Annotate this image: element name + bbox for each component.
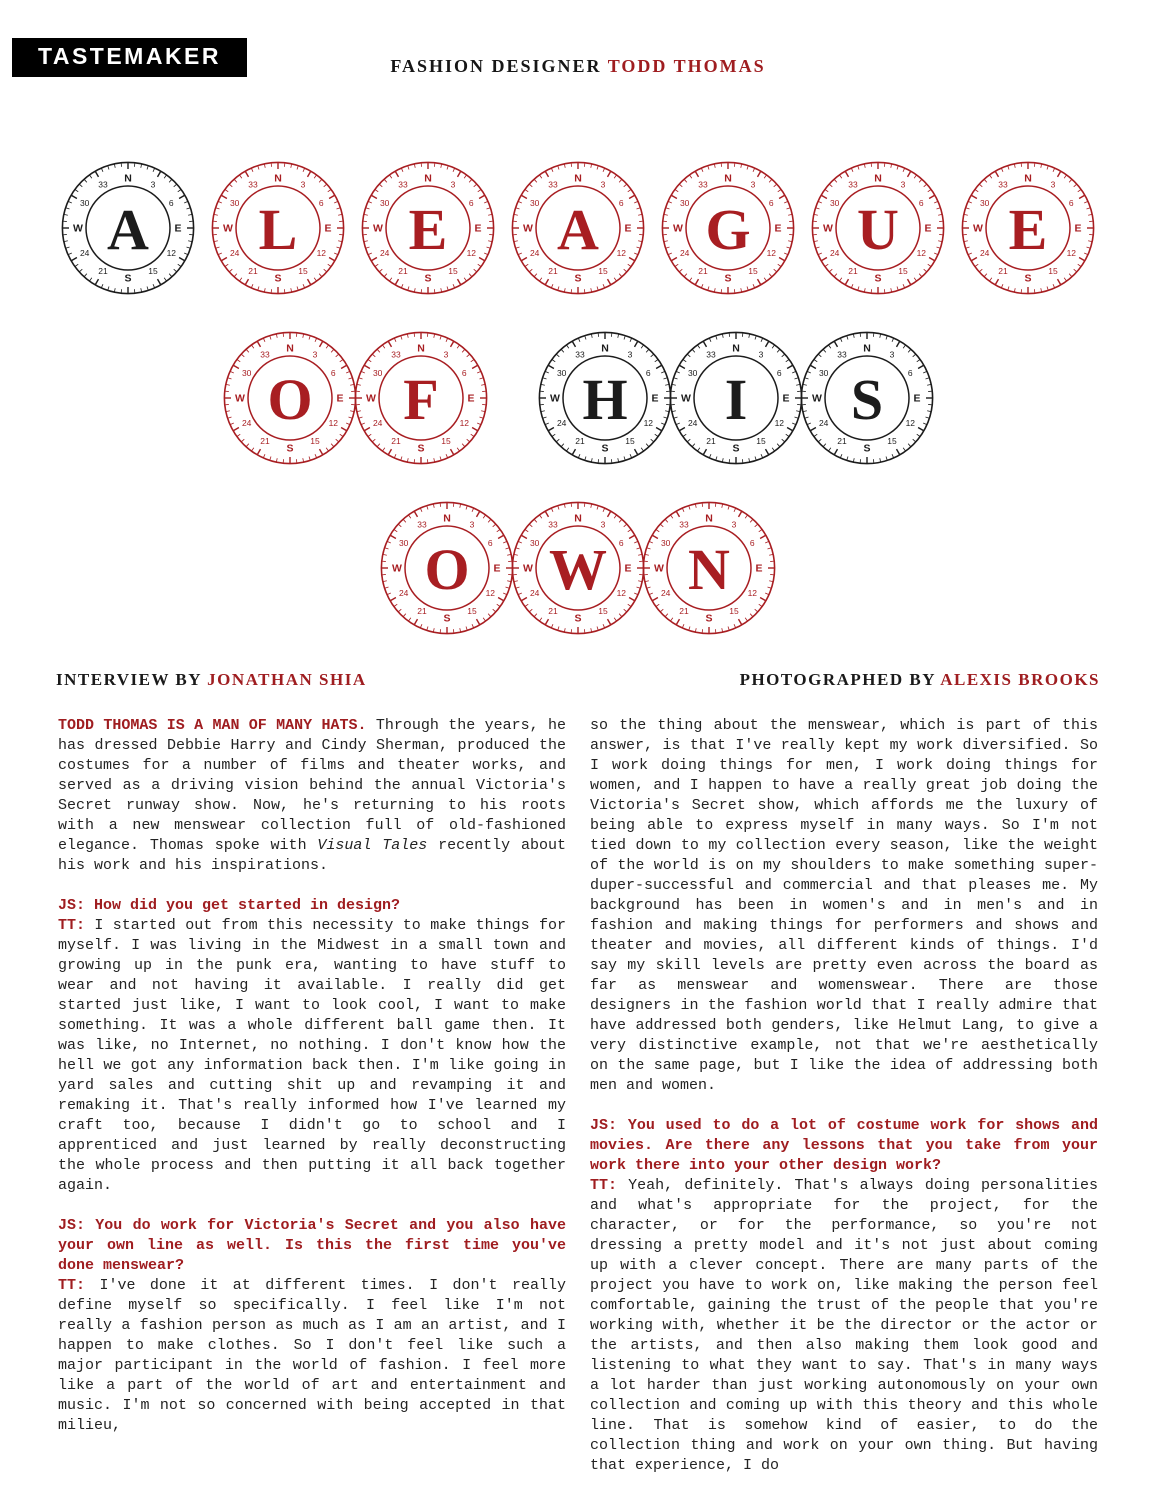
svg-text:24: 24 xyxy=(398,587,409,598)
svg-text:3: 3 xyxy=(469,519,475,530)
svg-text:3: 3 xyxy=(450,179,456,190)
svg-text:33: 33 xyxy=(998,179,1008,190)
svg-text:24: 24 xyxy=(556,417,566,428)
svg-text:15: 15 xyxy=(886,436,897,447)
svg-text:15: 15 xyxy=(755,436,766,447)
tastemaker-tag: TASTEMAKER xyxy=(12,38,247,77)
svg-text:E: E xyxy=(335,392,344,405)
svg-text:6: 6 xyxy=(918,197,924,208)
continuation-paragraph: so the thing about the menswear, which is part of this answer, is that I've really kept my work diversified. So I work doing things for men, I work doing things for women, and I happen to have a really great job doing the Victoria's Secret show, which affords me the luxury of being able to express myself in many ways. So I'm not tied down to my collection every season, like the weight of the world is on my shoulders to make something super-duper-successful and commercial and that pleases me. My background has been in women's and in men's and in fashion and making things for performers and shows and theater and movies, all different kinds of things. I'd say my skill levels are pretty even across the board as far as menswear and womenswear. There are those designers in the fashion world that I really admire that have addressed both genders, like Helmut Lang, to give a very distinctive example, not that we're aesthetically on the same page, but I like the idea of addressing both men and women. xyxy=(590,717,1098,1094)
svg-text:E: E xyxy=(774,222,782,235)
clock-row xyxy=(60,160,1096,296)
svg-text:W: W xyxy=(549,392,560,405)
svg-text:30: 30 xyxy=(979,197,990,208)
svg-text:12: 12 xyxy=(466,247,477,258)
svg-text:N: N xyxy=(705,512,713,525)
svg-text:21: 21 xyxy=(248,266,258,277)
clock-letter-a xyxy=(510,160,646,296)
photographer-name: ALEXIS BROOKS xyxy=(940,670,1100,689)
clock-word-group xyxy=(222,330,489,466)
svg-text:O: O xyxy=(424,536,470,602)
svg-text:24: 24 xyxy=(829,247,840,258)
interview-question: JS: You do work for Victoria's Secret and you also have your own line as well. Is this the first time you've done menswear? xyxy=(58,1217,566,1274)
photo-byline-label: PHOTOGRAPHED BY xyxy=(739,670,936,689)
interview-answer: TT: Yeah, definitely. That's always doing personalities and what's appropriate for the project, for the character, or for the performance, so you're not dressing a pretty model and it's not just about coming up with a clever concept. There are many parts of the project you have to work on, like making the person feel comfortable, gaining the trust of the people that you're working with, whether it be the director or the actor or the artists, and then also making them look good and listening to what they want to say. That's in many ways a lot harder than just working autonomously on your own collection and coming up with this theory and this whole line. That is somehow kind of easier, to do the collection thing and work on your own thing. But having that experience, I do xyxy=(590,1177,1098,1474)
svg-text:W: W xyxy=(811,392,822,405)
svg-text:N: N xyxy=(574,172,582,185)
svg-text:E: E xyxy=(755,562,763,575)
svg-text:15: 15 xyxy=(748,266,758,277)
svg-text:S: S xyxy=(862,442,871,455)
svg-text:E: E xyxy=(650,392,659,405)
clock-letter-s xyxy=(799,330,935,466)
svg-text:21: 21 xyxy=(98,266,108,277)
svg-text:30: 30 xyxy=(829,197,840,208)
svg-text:S: S xyxy=(285,442,294,455)
svg-text:24: 24 xyxy=(679,247,690,258)
svg-text:W: W xyxy=(680,392,691,405)
clock-row xyxy=(0,500,1156,636)
svg-text:N: N xyxy=(574,512,582,525)
svg-text:E: E xyxy=(408,196,448,262)
svg-text:15: 15 xyxy=(624,436,635,447)
svg-text:E: E xyxy=(924,222,932,235)
clock-letter-h xyxy=(537,330,673,466)
clock-face-icon xyxy=(960,160,1096,296)
svg-text:3: 3 xyxy=(900,179,906,190)
svg-text:S: S xyxy=(874,272,882,285)
clock-letter-e xyxy=(960,160,1096,296)
svg-text:S: S xyxy=(416,442,425,455)
clock-letter-l xyxy=(210,160,346,296)
svg-text:E: E xyxy=(474,222,482,235)
svg-text:33: 33 xyxy=(259,349,270,360)
clock-face-icon xyxy=(668,330,804,466)
svg-text:12: 12 xyxy=(616,247,627,258)
svg-text:S: S xyxy=(1024,272,1032,285)
svg-text:S: S xyxy=(443,612,451,625)
clock-face-icon xyxy=(222,330,358,466)
svg-text:N: N xyxy=(416,342,425,355)
svg-text:21: 21 xyxy=(679,606,689,617)
answer-prefix: TT: xyxy=(58,917,86,934)
svg-text:G: G xyxy=(705,196,751,262)
svg-text:E: E xyxy=(912,392,921,405)
svg-text:24: 24 xyxy=(79,247,90,258)
intro-paragraph: TODD THOMAS IS A MAN OF MANY HATS. Through the years, he has dressed Debbie Harry and Cindy Sherman, produced the costumes for a number of films and theater works, and served as a driving vision behind the annual Victoria's Secret runway show. Now, he's returning to his roots with a new menswear collection full of old-fashioned elegance. Thomas spoke with Visual Tales recently about his work and his inspirations. xyxy=(58,717,566,874)
svg-text:N: N xyxy=(1024,172,1032,185)
svg-text:15: 15 xyxy=(298,266,308,277)
svg-text:30: 30 xyxy=(529,197,540,208)
svg-text:15: 15 xyxy=(467,606,477,617)
svg-text:W: W xyxy=(223,222,233,235)
svg-text:6: 6 xyxy=(907,367,913,378)
clock-letter-g xyxy=(660,160,796,296)
svg-text:15: 15 xyxy=(440,436,451,447)
svg-text:L: L xyxy=(258,196,298,262)
svg-text:6: 6 xyxy=(168,197,174,208)
svg-text:33: 33 xyxy=(698,179,708,190)
article-column-left xyxy=(58,716,566,1476)
svg-text:21: 21 xyxy=(417,606,427,617)
svg-text:30: 30 xyxy=(529,537,540,548)
interview-question: JS: You used to do a lot of costume work for shows and movies. Are there any lessons that you take from your work there into your other design work? xyxy=(590,1117,1098,1174)
clock-face-icon xyxy=(60,160,196,296)
svg-text:E: E xyxy=(324,222,332,235)
svg-text:33: 33 xyxy=(548,179,558,190)
svg-text:W: W xyxy=(373,222,383,235)
svg-text:6: 6 xyxy=(461,367,467,378)
svg-text:30: 30 xyxy=(229,197,240,208)
svg-text:15: 15 xyxy=(598,606,608,617)
svg-text:S: S xyxy=(705,612,713,625)
svg-text:3: 3 xyxy=(758,349,763,360)
article-body xyxy=(0,716,1156,1476)
svg-text:30: 30 xyxy=(398,537,409,548)
svg-text:12: 12 xyxy=(328,417,338,428)
page-kicker xyxy=(0,56,1156,77)
svg-text:3: 3 xyxy=(889,349,894,360)
svg-text:6: 6 xyxy=(487,537,493,548)
svg-text:15: 15 xyxy=(448,266,458,277)
svg-text:30: 30 xyxy=(556,367,566,378)
svg-text:S: S xyxy=(574,272,582,285)
svg-text:24: 24 xyxy=(687,417,697,428)
svg-text:33: 33 xyxy=(705,349,716,360)
svg-text:12: 12 xyxy=(616,587,627,598)
svg-text:24: 24 xyxy=(379,247,390,258)
svg-text:F: F xyxy=(402,366,439,432)
answer-prefix: TT: xyxy=(58,1277,86,1294)
svg-text:33: 33 xyxy=(98,179,108,190)
svg-text:33: 33 xyxy=(248,179,258,190)
svg-text:N: N xyxy=(424,172,432,185)
svg-text:S: S xyxy=(731,442,740,455)
svg-text:3: 3 xyxy=(1050,179,1056,190)
svg-text:24: 24 xyxy=(529,247,540,258)
clock-face-icon xyxy=(379,500,515,636)
svg-text:3: 3 xyxy=(312,349,317,360)
clock-word-group xyxy=(379,500,777,636)
svg-text:W: W xyxy=(523,222,533,235)
svg-text:30: 30 xyxy=(818,367,828,378)
clock-letter-e xyxy=(360,160,496,296)
svg-text:33: 33 xyxy=(390,349,401,360)
svg-text:21: 21 xyxy=(574,436,585,447)
svg-text:O: O xyxy=(266,366,313,432)
svg-text:6: 6 xyxy=(776,367,782,378)
clock-letter-o xyxy=(222,330,358,466)
svg-text:15: 15 xyxy=(309,436,320,447)
svg-text:W: W xyxy=(654,562,664,575)
clock-face-icon xyxy=(360,160,496,296)
clock-face-icon xyxy=(660,160,796,296)
svg-text:I: I xyxy=(724,366,747,432)
svg-text:33: 33 xyxy=(848,179,858,190)
svg-text:21: 21 xyxy=(259,436,270,447)
svg-text:12: 12 xyxy=(905,417,915,428)
interview-byline-label: INTERVIEW BY xyxy=(56,670,202,689)
svg-text:30: 30 xyxy=(687,367,697,378)
svg-text:12: 12 xyxy=(766,247,777,258)
svg-text:21: 21 xyxy=(848,266,858,277)
svg-text:21: 21 xyxy=(998,266,1008,277)
svg-text:21: 21 xyxy=(705,436,716,447)
svg-text:21: 21 xyxy=(836,436,847,447)
svg-text:3: 3 xyxy=(300,179,306,190)
svg-text:N: N xyxy=(874,172,882,185)
svg-text:12: 12 xyxy=(316,247,327,258)
svg-text:12: 12 xyxy=(916,247,927,258)
svg-text:30: 30 xyxy=(372,367,382,378)
clock-title-masthead xyxy=(0,112,1156,636)
svg-text:30: 30 xyxy=(679,197,690,208)
svg-text:N: N xyxy=(731,342,740,355)
intro-italic-text: Visual Tales xyxy=(317,837,428,854)
svg-text:33: 33 xyxy=(836,349,847,360)
svg-text:6: 6 xyxy=(618,537,624,548)
answer-prefix: TT: xyxy=(590,1177,618,1194)
svg-text:6: 6 xyxy=(468,197,474,208)
svg-text:H: H xyxy=(581,366,628,432)
interview-byline xyxy=(56,670,367,690)
svg-text:W: W xyxy=(73,222,83,235)
qa-block xyxy=(58,896,566,1196)
interview-answer: TT: I started out from this necessity to make things for myself. I was living in the Midwest in a small town and growing up in the punk era, wanting to have stuff to wear and not having it available. I really did get started just like, I want to look cool, I want to make something. It was a whole different ball game then. It was like, no Internet, no nothing. I don't know how the hell we got any information back then. I'm like going in yard sales and cutting shit up and revamping it and remaking it. That's really informed how I've learned my craft too, because I didn't go to school and I apprenticed and just learned by really deconstructing the whole process and then putting it all back together again. xyxy=(58,917,566,1194)
svg-text:N: N xyxy=(862,342,871,355)
svg-text:15: 15 xyxy=(729,606,739,617)
svg-text:12: 12 xyxy=(747,587,758,598)
svg-text:N: N xyxy=(600,342,609,355)
svg-text:6: 6 xyxy=(618,197,624,208)
clock-letter-a xyxy=(60,160,196,296)
bylines xyxy=(0,670,1156,690)
qa-block xyxy=(590,1116,1098,1476)
clock-letter-n xyxy=(641,500,777,636)
clock-letter-f xyxy=(353,330,489,466)
svg-text:12: 12 xyxy=(166,247,177,258)
svg-text:33: 33 xyxy=(679,519,689,530)
svg-text:W: W xyxy=(392,562,402,575)
svg-text:N: N xyxy=(688,536,730,602)
svg-text:S: S xyxy=(574,612,582,625)
svg-text:21: 21 xyxy=(390,436,401,447)
svg-text:30: 30 xyxy=(660,537,671,548)
svg-text:W: W xyxy=(549,536,607,602)
svg-text:E: E xyxy=(624,222,632,235)
svg-text:33: 33 xyxy=(574,349,585,360)
interview-answer: TT: I've done it at different times. I don't really define myself so specifically. I feel like I'm not really a fashion person as much as I am an artist, and I happen to make clothes. So I don't feel like such a major participant in the world of fashion. I feel more like a part of the world of art and entertainment and music. I'm not so concerned with being accepted in that milieu, xyxy=(58,1277,566,1434)
interviewer-name: JONATHAN SHIA xyxy=(207,670,367,689)
svg-text:6: 6 xyxy=(318,197,324,208)
svg-text:12: 12 xyxy=(485,587,496,598)
svg-text:N: N xyxy=(724,172,732,185)
clock-letter-i xyxy=(668,330,804,466)
svg-text:U: U xyxy=(857,196,899,262)
svg-text:15: 15 xyxy=(148,266,158,277)
clock-face-icon xyxy=(537,330,673,466)
svg-text:E: E xyxy=(624,562,632,575)
svg-text:30: 30 xyxy=(241,367,251,378)
svg-text:N: N xyxy=(124,172,132,185)
svg-text:E: E xyxy=(1074,222,1082,235)
svg-text:33: 33 xyxy=(548,519,558,530)
svg-text:24: 24 xyxy=(241,417,251,428)
svg-text:6: 6 xyxy=(768,197,774,208)
svg-text:S: S xyxy=(274,272,282,285)
svg-text:3: 3 xyxy=(600,519,606,530)
svg-text:W: W xyxy=(234,392,245,405)
svg-text:6: 6 xyxy=(1068,197,1074,208)
svg-text:21: 21 xyxy=(548,266,558,277)
svg-text:N: N xyxy=(443,512,451,525)
clock-word-group xyxy=(60,160,196,296)
qa-block xyxy=(58,1216,566,1436)
photo-byline xyxy=(740,670,1100,690)
clock-row xyxy=(0,330,1156,466)
clock-letter-u xyxy=(810,160,946,296)
svg-text:S: S xyxy=(424,272,432,285)
interview-question: JS: How did you get started in design? xyxy=(58,897,401,914)
svg-text:24: 24 xyxy=(818,417,828,428)
svg-text:E: E xyxy=(493,562,501,575)
clock-letter-w xyxy=(510,500,646,636)
svg-text:15: 15 xyxy=(598,266,608,277)
clock-face-icon xyxy=(510,160,646,296)
svg-text:E: E xyxy=(1008,196,1048,262)
svg-text:12: 12 xyxy=(643,417,653,428)
svg-text:21: 21 xyxy=(548,606,558,617)
svg-text:33: 33 xyxy=(417,519,427,530)
svg-text:A: A xyxy=(557,196,599,262)
svg-text:3: 3 xyxy=(443,349,448,360)
kicker-prefix: FASHION DESIGNER xyxy=(390,56,602,76)
svg-text:30: 30 xyxy=(379,197,390,208)
svg-text:S: S xyxy=(850,366,883,432)
article-column-right xyxy=(590,716,1098,1476)
svg-text:S: S xyxy=(124,272,132,285)
svg-text:24: 24 xyxy=(979,247,990,258)
svg-text:21: 21 xyxy=(698,266,708,277)
svg-text:A: A xyxy=(107,196,149,262)
svg-text:S: S xyxy=(724,272,732,285)
svg-text:33: 33 xyxy=(398,179,408,190)
svg-text:3: 3 xyxy=(600,179,606,190)
svg-text:6: 6 xyxy=(330,367,336,378)
clock-word-group xyxy=(210,160,1096,296)
svg-text:N: N xyxy=(285,342,294,355)
svg-text:3: 3 xyxy=(750,179,756,190)
svg-text:W: W xyxy=(673,222,683,235)
svg-text:N: N xyxy=(274,172,282,185)
svg-text:E: E xyxy=(466,392,475,405)
kicker-designer-name: TODD THOMAS xyxy=(607,56,766,76)
svg-text:30: 30 xyxy=(79,197,90,208)
svg-text:3: 3 xyxy=(150,179,156,190)
svg-text:12: 12 xyxy=(1066,247,1077,258)
svg-text:W: W xyxy=(823,222,833,235)
svg-text:S: S xyxy=(600,442,609,455)
svg-text:3: 3 xyxy=(627,349,632,360)
svg-text:6: 6 xyxy=(749,537,755,548)
clock-face-icon xyxy=(641,500,777,636)
svg-text:15: 15 xyxy=(898,266,908,277)
clock-face-icon xyxy=(810,160,946,296)
svg-text:12: 12 xyxy=(774,417,784,428)
svg-text:12: 12 xyxy=(459,417,469,428)
svg-text:W: W xyxy=(365,392,376,405)
clock-face-icon xyxy=(210,160,346,296)
svg-text:E: E xyxy=(781,392,790,405)
clock-face-icon xyxy=(510,500,646,636)
clock-face-icon xyxy=(799,330,935,466)
svg-text:24: 24 xyxy=(229,247,240,258)
intro-lead-text: TODD THOMAS IS A MAN OF MANY HATS. xyxy=(58,717,367,734)
svg-text:3: 3 xyxy=(731,519,737,530)
svg-text:E: E xyxy=(174,222,182,235)
svg-text:15: 15 xyxy=(1048,266,1058,277)
svg-text:6: 6 xyxy=(645,367,651,378)
clock-letter-o xyxy=(379,500,515,636)
svg-text:21: 21 xyxy=(398,266,408,277)
svg-text:W: W xyxy=(973,222,983,235)
svg-text:24: 24 xyxy=(660,587,671,598)
page-header xyxy=(0,0,1156,112)
svg-text:24: 24 xyxy=(529,587,540,598)
svg-text:W: W xyxy=(523,562,533,575)
clock-face-icon xyxy=(353,330,489,466)
svg-text:24: 24 xyxy=(372,417,382,428)
clock-word-group xyxy=(537,330,935,466)
